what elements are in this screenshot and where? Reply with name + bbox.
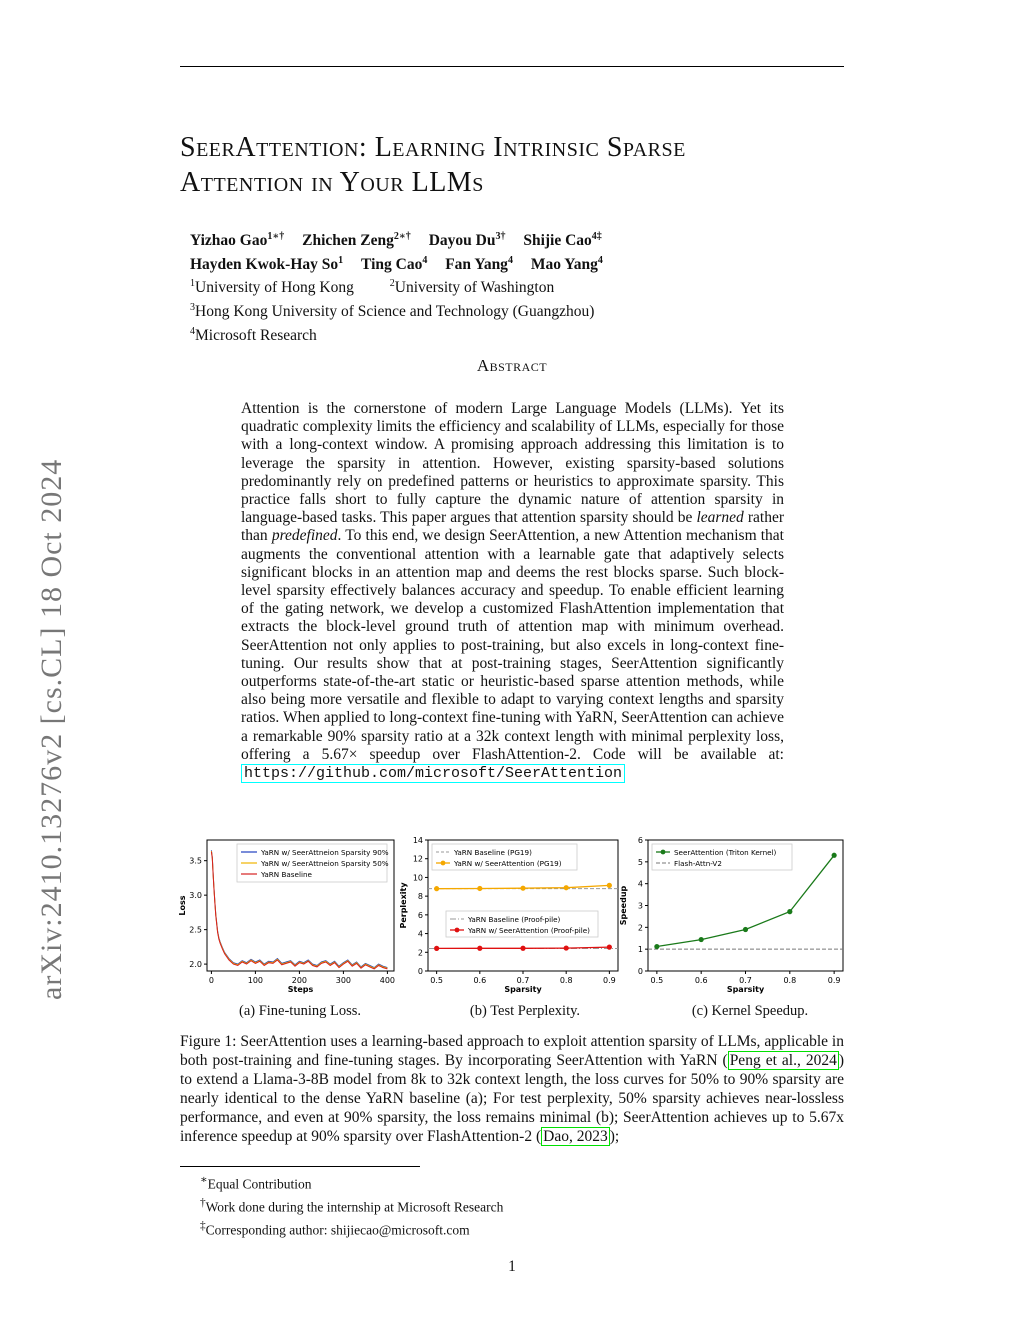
x-tick-label: 0.7 <box>739 976 752 985</box>
arxiv-sidebar: arXiv:2410.13276v2 [cs.CL] 18 Oct 2024 <box>35 458 68 1000</box>
data-point <box>520 886 525 891</box>
chart-kernel-speedup <box>619 836 843 994</box>
x-tick-label: 0.8 <box>783 976 797 985</box>
subcaption-c: (c) Kernel Speedup. <box>691 1003 809 1019</box>
data-point <box>477 886 482 891</box>
y-tick-label: 6 <box>637 836 643 845</box>
affiliation: $^2$University of Washington <box>389 278 555 297</box>
affiliation-row-2: $^3$Hong Kong University of Science and Technology (Guangzhou) <box>190 301 595 321</box>
author: Zhichen Zeng$^{2∗\dagger}$ <box>302 231 411 250</box>
authors-row-2 <box>190 251 617 275</box>
y-axis-label: Speedup <box>619 885 628 926</box>
author: Mao Yang$^4$ <box>530 254 603 273</box>
y-tick-label: 0 <box>637 967 643 976</box>
footnote: ∗Equal Contribution <box>200 1174 312 1192</box>
x-tick-label: 0.9 <box>602 976 616 985</box>
x-axis-label: Sparsity <box>726 985 765 994</box>
y-tick-label: 1 <box>637 945 643 955</box>
chart-fine-tuning-loss <box>178 840 395 994</box>
citation-link[interactable]: Peng et al., 2024 <box>729 1052 837 1069</box>
y-tick-label: 2 <box>417 948 423 958</box>
data-point <box>607 883 612 888</box>
data-point <box>743 927 748 932</box>
author: Shijie Cao$^{4\ddagger}$ <box>523 231 602 250</box>
paper-title <box>180 130 686 200</box>
y-tick-label: 12 <box>412 854 423 864</box>
footnote: ‡Corresponding author: shijiecao@microsoft.com <box>200 1220 470 1238</box>
x-axis-label: Sparsity <box>504 985 542 994</box>
y-tick-label: 14 <box>412 836 423 845</box>
subcaption-b: (b) Test Perplexity. <box>469 1003 581 1019</box>
legend-label: YaRN Baseline (PG19) <box>454 848 532 857</box>
x-tick-label: 0.5 <box>430 976 444 985</box>
legend-label: SeerAttention (Triton Kernel) <box>674 848 777 857</box>
data-point <box>787 909 792 914</box>
author: Ting Cao$^4$ <box>361 254 428 273</box>
y-axis-label: Perplexity <box>399 882 408 929</box>
author: Hayden Kwok-Hay So$^1$ <box>190 254 344 273</box>
y-tick-label: 4 <box>417 929 423 939</box>
affiliation-row-1 <box>190 274 617 298</box>
x-tick-label: 400 <box>379 976 396 985</box>
title-line-2: Attention in Your LLMs <box>180 167 484 198</box>
x-tick-label: 0.9 <box>827 976 841 985</box>
top-rule <box>180 66 844 67</box>
legend-label: Flash-Attn-V2 <box>674 859 722 868</box>
y-tick-label: 2.0 <box>189 960 202 970</box>
data-point <box>564 945 569 950</box>
abstract-heading: Abstract <box>476 356 548 375</box>
data-point <box>434 886 439 891</box>
y-tick-label: 0 <box>417 967 423 976</box>
x-tick-label: 0.6 <box>694 976 708 985</box>
y-tick-label: 6 <box>417 910 423 920</box>
affiliation: $^1$University of Hong Kong <box>190 278 354 297</box>
author: Fan Yang$^4$ <box>445 254 513 273</box>
legend-label: YaRN Baseline <box>261 870 312 879</box>
legend-label: YaRN w/ SeerAttneion Sparsity 90% <box>261 848 389 857</box>
y-tick-label: 3.0 <box>189 891 202 901</box>
legend-marker <box>661 850 666 855</box>
footnotes <box>200 1171 503 1240</box>
data-point <box>607 945 612 950</box>
x-tick-label: 200 <box>291 976 308 985</box>
title-line-1: SeerAttention: Learning Intrinsic Sparse <box>180 132 686 163</box>
figure-caption: Figure 1: SeerAttention uses a learning-based approach to exploit attention sparsity of LLMs, applicable in both post-training and fine-tuning stages. By incorporating SeerAttention with YaRN ( Peng et al., 2024 ) to extend a Llama-3-8B model from 8k to 32k context length, the loss curves for 50% to 90% sparsity are nearly identical to the dense YaRN baseline (a); For test perplexity, 50% sparsity achieves near-lossless performance, and even at 90% sparsity, the loss remains minimal (b); SeerAttention achieves up to 5.67x inference speedup at 90% sparsity over FlashAttention-2 ( Dao, 2023 ); <box>180 1033 844 1145</box>
footnote: †Work done during the internship at Microsoft Research <box>200 1197 504 1215</box>
x-axis-label: Steps <box>287 985 314 994</box>
figure-1-charts <box>170 830 860 1000</box>
x-tick-label: 0 <box>208 976 214 985</box>
y-tick-label: 3.5 <box>189 856 202 866</box>
abstract-body: Attention is the cornerstone of modern Large Language Models (LLMs). Yet its quadratic complexity limits the efficiency and scalability of LLMs, especially for those with a long-context window. A promising approach addressing this limitation is to leverage the sparsity in attention. However, existing sparsity-based solutions predominantly rely on predefined patterns or heuristics to approximate sparsity. This practice falls short to fully capture the dynamic nature of attention sparsity in language-based tasks. This paper argues that attention sparsity should be learned rather than predefined. To this end, we design SeerAttention, a new Attention mechanism that augments the conventional attention with a learnable gate that adaptively selects significant blocks in an attention map and deems the rest blocks sparse. Such block-level sparsity effectively balances accuracy and speedup. To enable efficient learning of the gating network, we develop a customized FlashAttention implementation that extracts the block-level ground truth of attention map with minimum overhead. SeerAttention not only applies to post-training, but also excels in long-context fine-tuning. Our results show that at post-training stages, SeerAttention significantly outperforms state-of-the-art static or heuristic-based sparse attention methods, while also being more versatile and flexible to adapt to varying context lengths and sparsity ratios. When applied to long-context fine-tuning with YaRN, SeerAttention can achieve a remarkable 90% sparsity ratio at a 32k context length with minimal perplexity loss, offering a 5.67× speedup over FlashAttention-2. Code will be available at: https://github.com/microsoft/SeerAttention <box>241 400 784 783</box>
x-tick-label: 0.7 <box>516 976 530 985</box>
y-tick-label: 3 <box>637 901 643 911</box>
y-tick-label: 2.5 <box>189 925 202 935</box>
data-point <box>434 946 439 951</box>
data-point <box>832 853 837 858</box>
y-tick-label: 5 <box>637 857 643 867</box>
data-point <box>520 946 525 951</box>
authors-row-1 <box>190 227 617 251</box>
data-point <box>477 946 482 951</box>
page-number: 1 <box>508 1258 516 1275</box>
data-point <box>564 885 569 890</box>
author: Dayou $Du^{3\dagger}$ <box>428 231 506 250</box>
legend-marker <box>455 928 460 933</box>
x-tick-label: 300 <box>335 976 352 985</box>
footnote-rule <box>180 1166 420 1167</box>
x-tick-label: 0.6 <box>473 976 487 985</box>
legend-marker <box>441 861 446 866</box>
y-tick-label: 10 <box>412 873 423 883</box>
x-tick-label: 0.5 <box>650 976 664 985</box>
legend-label: YaRN w/ SeerAttneion Sparsity 50% <box>261 859 389 868</box>
affiliation-row-3: $^4$Microsoft Research <box>190 325 317 344</box>
chart-test-perplexity <box>399 836 618 994</box>
citation-link[interactable]: Dao, 2023 <box>543 1128 608 1145</box>
data-point <box>654 944 659 949</box>
legend-label: YaRN w/ SeerAttention (Proof-pile) <box>468 926 590 935</box>
code-link[interactable]: https://github.com/microsoft/SeerAttention <box>241 764 625 783</box>
x-tick-label: 0.8 <box>559 976 573 985</box>
legend-label: YaRN Baseline (Proof-pile) <box>468 915 561 924</box>
author: Yizhao Gao$^{1∗\dagger}$ <box>190 231 285 250</box>
y-tick-label: 4 <box>637 879 643 889</box>
y-tick-label: 2 <box>637 923 643 933</box>
y-axis-label: Loss <box>178 895 187 916</box>
data-point <box>699 937 704 942</box>
x-tick-label: 100 <box>247 976 264 985</box>
legend-label: YaRN w/ SeerAttention (PG19) <box>454 859 562 868</box>
y-tick-label: 8 <box>417 892 423 902</box>
author-block <box>190 227 617 345</box>
subcaption-a: (a) Fine-tuning Loss. <box>238 1003 362 1019</box>
